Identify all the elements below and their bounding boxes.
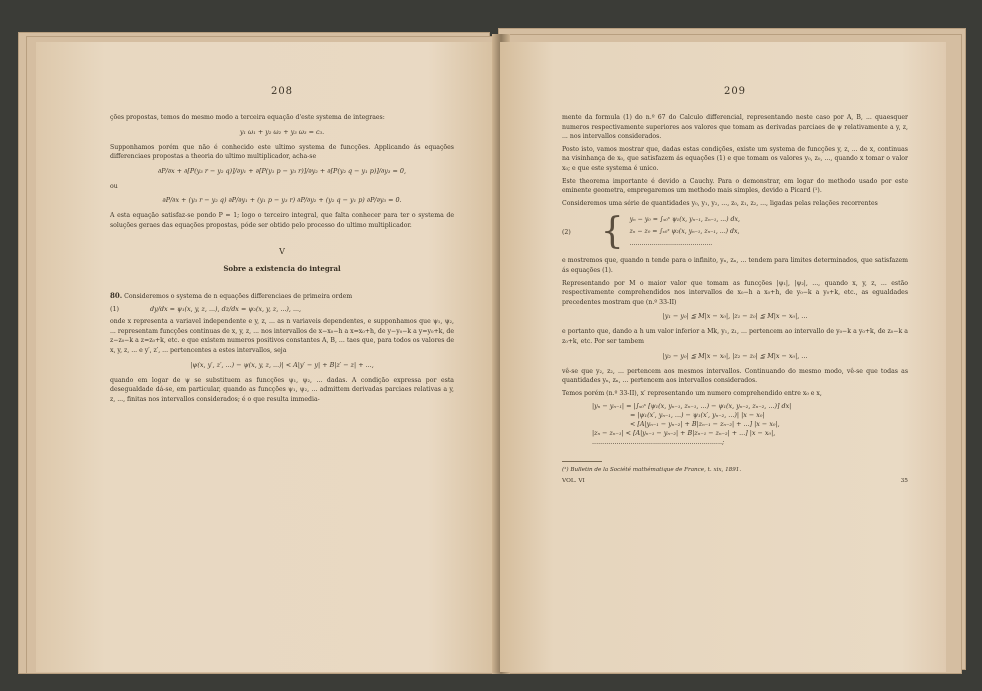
section-numeral: V [279,246,285,256]
paragraph: A esta equação satisfaz-se pondo P = 1; logo o terceiro integral, que falta conhecer para ter o systema de soluções geraes das equações propostas, póde ser obtido pelo processo do ultimo multiplicador. [110,212,454,229]
equation: y₁ ω₁ + y₂ ω₂ + y₃ ω₃ = c₃. [239,127,325,136]
section-title: Sobre a existencia do integral [223,263,341,273]
paragraph: e portanto que, dando a h um valor inferior a Mk, y₁, z₁, ... pertencem ao intervallo de y₀−k a y₀+k, de z₀−k a z₀+k, etc. Por ser tambem [562,328,908,345]
footnote-rule [562,461,602,462]
equation: ∂P/∂x + (y₃ r − y₂ q) ∂P/∂y₁ + (y₁ p − y₃ r) ∂P/∂y₂ + (y₂ q − y₁ p) ∂P/∂y₃ = 0. [162,196,402,205]
equation: |zₙ − zₙ₋₁| < [A|yₙ₋₁ − yₙ₋₂| + B|zₙ₋₁ − zₙ₋₂| + ...] |x − x₀|, [592,429,776,438]
paragraph: ções propostas, temos do mesmo modo a terceira equação d'este systema de integraes: [110,114,385,121]
equation: |y₂ − y₀| ≦ M|x − x₀|, |z₂ − z₀| ≦ M|x − x₀|, ... [662,351,808,360]
page-number-right: 209 [723,86,747,97]
paragraph: e mostremos que, quando n tende para o infinito, yₙ, zₙ, ... tendem para limites determinados, que satisfazem ás equações (1). [562,257,908,274]
equation-tag: (1) [110,305,120,314]
equation: |yₙ − yₙ₋₁| = |∫ₓ₀ˣ [ψ₁(x, yₙ₋₁, zₙ₋₁, ...) − ψ₁(x, yₙ₋₂, zₙ₋₂, ...)] dx| [592,402,792,411]
paragraph [110,291,454,302]
equation: = |ψ₁(x′, yₙ₋₁, ...) − ψ₁(x′, yₙ₋₂, ...)| |x − x₀| [630,411,765,420]
paragraph: Supponhamos porém que não é conhecido este ultimo systema de funcções. Applicando ás equações differenciaes propostas a theoria do ultimo multiplicador, acha-se [110,143,454,161]
paragraph: vê-se que y₂, z₂, ... pertencem aos mesmos intervallos. Continuando do mesmo modo, vê-se que todas as quantidades yₙ, zₙ, ... pertencem aos intervallos considerados. [562,367,908,385]
paragraph: ou [110,182,118,190]
equation: ................................................................; [592,438,725,447]
equation: .......................................... [629,240,713,248]
page-number-left: 208 [270,86,294,97]
paragraph: Consideremos uma série de quantidades y₀, y₁, y₂, ..., z₀, z₁, z₂, ..., ligadas pelas relações recorrentes [562,199,878,207]
equation-tag: (2) [562,228,571,236]
right-page [500,42,946,672]
paragraph-text: Consideremos o systema de n equações differenciaes de primeira ordem [124,292,353,300]
equation: < [A|yₙ₋₁ − yₙ₋₂| + B|zₙ₋₁ − zₙ₋₂| + ...] |x − x₀|, [630,420,780,429]
equation: zₙ − z₀ = ∫ₓ₀ˣ ψ₂(x, yₙ₋₁, zₙ₋₁, ...) dx, [629,228,740,236]
brace-icon: { [600,211,624,253]
volume-label: VOL. VI [562,478,585,485]
paragraph: mente da formula (1) do n.º 67 do Calculo differencial, representando neste caso por A, B, ... quaesquer numeros respectivamente superiores aos valores que tomam as derivadas parciaes de ψ relativamente a y, z, ... nos intervallos considerados. [562,114,908,141]
paragraph: Representando por M o maior valor que tomam as funcções |ψ₁|, |ψ₂|, ..., quando x, y, z, ... estão respectivamente comprehendidos nos intervallos de x₀−h a x₀+h, de y₀−k a y₀+k, etc., as egualdades precedentes mostram que (n.º 33-II) [562,279,908,306]
equation-system [562,211,908,253]
equation: dy/dx = ψ₁(x, y, z, ...), dz/dx = ψ₂(x, y, z, ...), ..., [150,305,302,314]
paragraph: quando em logar de ψ se substituem as funcções ψ₁, ψ₂, ... dadas. A condição expressa por esta desegualdade dá-se, em particular, quando as funcções ψ₁, ψ₂, ... admittem derivadas parciaes relativas a y, z, ..., finitas nos intervallos considerados; é o que resulta immedia- [110,376,454,403]
equation-row [110,305,454,313]
equation: |y₁ − y₀| ≦ M|x − x₀|, |z₁ − z₀| ≦ M|x − x₀|, ... [662,312,808,321]
paragraph: onde x representa a variavel independente e y, z, ... as n variaveis dependentes, e supponhamos que ψ₁, ψ₂, ... representam funcções continuas de x, y, z, ... nos intervallos de x−x₀−h a x=x₀+h, de y−y₀−k a y=y₀+k, de z−z₀−k a z=z₀+k, etc. e que existem numeros positivos constantes A, B, ... taes que, para todos os valores de x, y, z, ... e y′, z′, ... pertencentes a estes intervallos, seja [110,318,454,354]
equation: yₙ − y₀ = ∫ₓ₀ˣ ψ₁(x, yₙ₋₁, zₙ₋₁, ...) dx, [629,216,740,224]
page-footer [562,478,908,484]
left-page [36,42,498,672]
paragraph: Posto isto, vamos mostrar que, dadas estas condições, existe um systema de funcções y, z, ... de x, continuas na visinhança de x₀, que satisfazem ás equações (1) e que tomam os valores y₀, z₀, ..., quando x tomar o valor x₀; e que este systema é unico. [562,145,908,172]
article-number: 80. [110,290,123,300]
equation: |ψ(x, y′, z′, ...) − ψ(x, y, z, ...)| < A|y′ − y| + B|z′ − z| + ..., [190,360,374,369]
paragraph: Temos porém (n.º 33-II), x′ representando um numero comprehendido entre x₀ e x, [562,389,822,397]
book-spread [18,28,966,676]
equation: ∂P/∂x + ∂[P(y₃ r − y₂ q)]/∂y₁ + ∂[P(y₁ p − y₃ r)]/∂y₂ + ∂[P(y₂ q − y₁ p)]/∂y₃ = 0, [157,166,406,175]
footnote: (¹) Bulletin de la Société mathématique de France, t. xix, 1891. [562,467,742,474]
paragraph: Este theorema importante é devido a Cauchy. Para o demonstrar, em logar do methodo usado por este eminente geometra, empregaremos um methodo mais simples, devido a Picard (¹). [562,177,908,195]
equation-block [592,402,908,447]
signature-number: 35 [900,478,908,485]
